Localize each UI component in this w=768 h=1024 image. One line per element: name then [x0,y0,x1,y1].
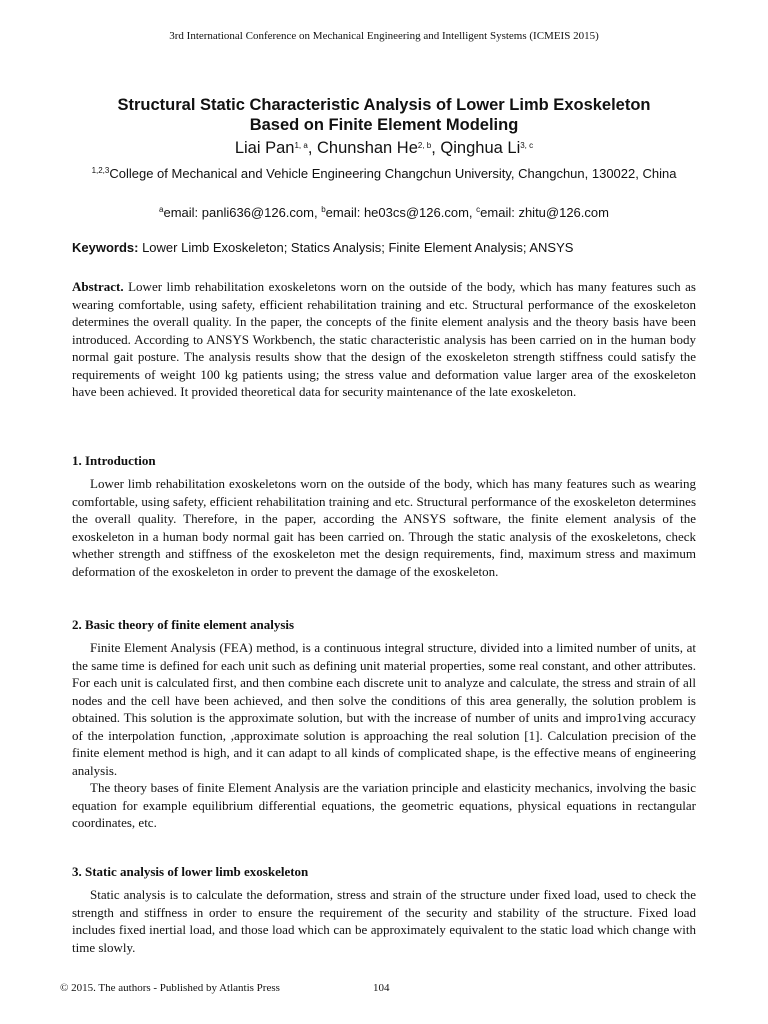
author-separator: , [307,139,317,157]
keywords-label: Keywords: [72,240,139,255]
paragraph: Static analysis is to calculate the deformation, stress and strain of the structure under fixed load, used to check the strength and stiffness in order to ensure the requirement of the security and stability of the structure. Fixed load includes fixed inertial load, and those load which can be approximately equivalent to the static load which change with time slowly. [72,887,696,955]
paper-title [60,95,708,135]
affiliation-sup: 1,2,3 [91,166,110,175]
section-heading: 1. Introduction [72,453,156,468]
section-1-body [72,475,696,580]
author-name: Liai Pan [234,139,295,157]
conference-header: 3rd International Conference on Mechanical Engineering and Intelligent Systems (ICMEIS 2015) [169,30,599,42]
section-3-body [72,886,696,956]
affiliation-text: College of Mechanical and Vehicle Engineering Changchun University, Changchun, 130022, China [109,166,677,181]
author-name: Qinghua Li [440,139,521,157]
abstract-text: Lower limb rehabilitation exoskeletons worn on the outside of the body, which has many features such as wearing comfortable, using safety, efficient rehabilitation training and etc. Structural performance of the exoskeleton determines the overall quality. In the paper, the concepts of the finite element analysis and the theory basis have been introduced. According to ANSYS Workbench, the static characteristic analysis has been carried on in the human body normal gait posture. The analysis results show that the design of the exoskeleton strength stiffness could satisfy the requirements of weight 100 kg patients using; the stress value and deformation value larger area of the exoskeleton have been achieved. It provided theoretical data for security maintenance of the late exoskeleton. [72,279,696,399]
author-sup: 3, c [520,141,534,150]
keywords [72,240,696,255]
page-number: 104 [373,982,390,994]
email-text: email: panli636@126.com, [163,205,322,220]
email-list [0,205,768,220]
keywords-text: Lower Limb Exoskeleton; Statics Analysis; Finite Element Analysis; ANSYS [138,240,574,255]
email-sup: a [159,205,164,214]
email-text: email: zhitu@126.com [480,205,609,220]
section-heading: 3. Static analysis of lower limb exoskeleton [72,864,309,879]
abstract [72,278,696,401]
copyright-notice: © 2015. The authors - Published by Atlantis Press [60,982,280,994]
section-2-body [72,639,696,832]
title-line-1: Structural Static Characteristic Analysis of Lower Limb Exoskeleton [117,96,651,114]
paragraph: Lower limb rehabilitation exoskeletons worn on the outside of the body, which has many features such as wearing comfortable, using safety, efficient rehabilitation training and etc. Structural performance of the exoskeleton determines the overall quality. Therefore, in the paper, according the ANSYS software, the finite element analysis of the exoskeleton in a human body normal gait has been carried on. Through the static analysis of the exoskeletons, check whether strength and stiffness of the exoskeleton met the design requirements, find, maximum stress and maximum deformation of the exoskeleton in order to prevent the damage of the exoskeleton. [72,476,696,579]
email-sup: b [321,205,326,214]
title-line-2: Based on Finite Element Modeling [249,116,519,134]
author-sup: 2, b [417,141,432,150]
author-sup: 1, a [294,141,308,150]
paragraph: Finite Element Analysis (FEA) method, is a continuous integral structure, divided into a limited number of units, at the same time is defined for each unit such as defining unit material properties, some real constant, and other attributes. For each unit is calculated first, and then combine each discrete unit to analyze and calculate, the stress and strain of all nodes and the cell have been achieved, and then solve the conditions of this area generally, the solution problem is obtained. This solution is the approximate solution, but with the increase of number of units and impro1ving accuracy of the interpolation function, ,approximate solution is approaching the real solution [1]. Calculation precision of the finite element method is high, and it can adapt to all kinds of complicated shape, is the effective means of engineering analysis. [72,640,696,778]
affiliation [70,165,698,182]
paragraph: The theory bases of finite Element Analysis are the variation principle and elasticity mechanics, involving the basic equation for example equilibrium differential equations, the geometric equations, physical equations in rectangular coordinates, etc. [72,780,696,830]
email-sup: c [476,205,481,214]
author-name: Chunshan He [317,139,418,157]
email-text: email: he03cs@126.com, [325,205,477,220]
author-separator: , [431,139,441,157]
abstract-label: Abstract. [72,279,124,294]
section-heading: 2. Basic theory of finite element analysis [72,617,295,632]
author-list [0,139,768,158]
